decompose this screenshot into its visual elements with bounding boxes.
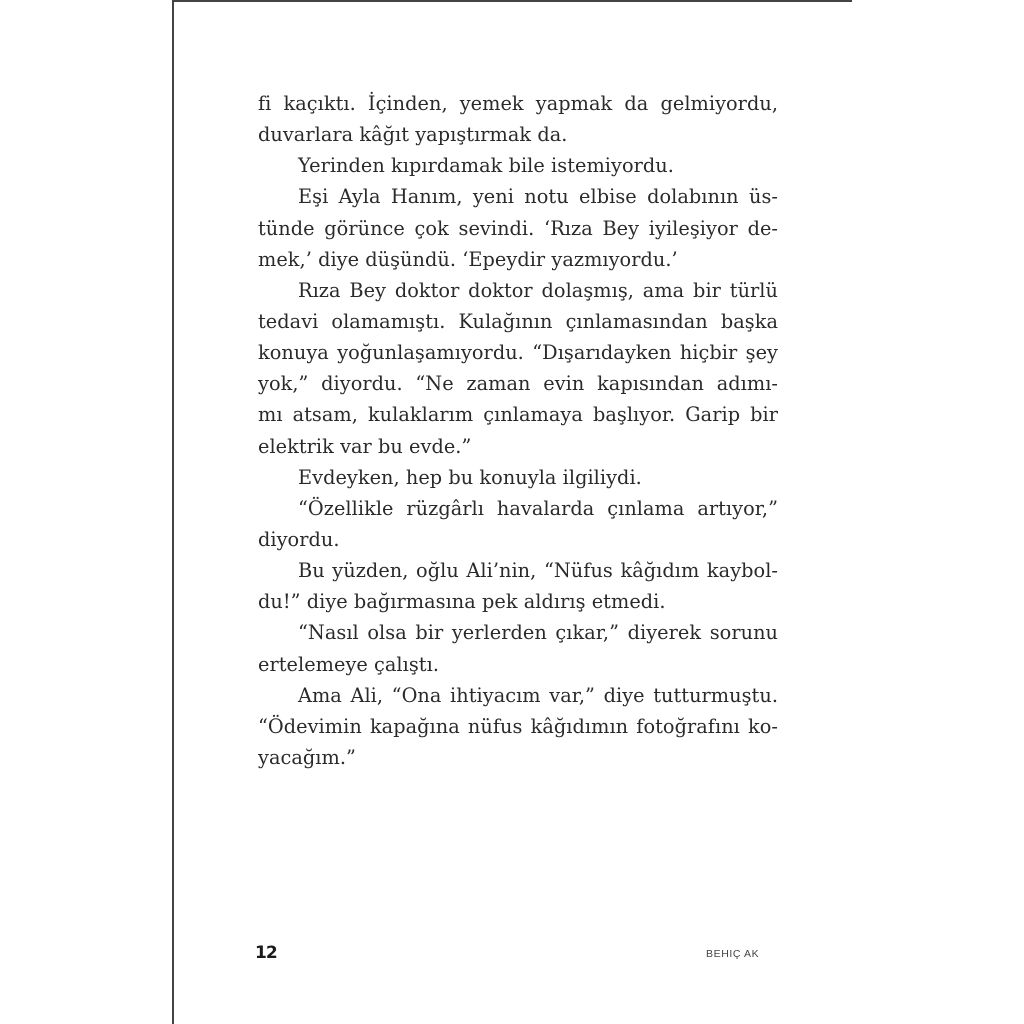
text-line: du!” diye bağırmasına pek aldırış etmedi. xyxy=(258,590,666,614)
text-line: tedavi olamamıştı. Kulağının çınlamasından başka xyxy=(258,309,778,333)
text-line: Eşi Ayla Hanım, yeni notu elbise dolabının üs- xyxy=(298,185,778,209)
text-line: tünde görünce çok sevindi. ‘Rıza Bey iyileşiyor de- xyxy=(258,216,778,240)
text-line: Evdeyken, hep bu konuyla ilgiliydi. xyxy=(298,465,642,489)
text-line: mek,’ diye düşündü. ‘Epeydir yazmıyordu.’ xyxy=(258,247,678,271)
text-line: Ama Ali, “Ona ihtiyacım var,” diye tutturmuştu. xyxy=(298,683,778,707)
text-line: konuya yoğunlaşamıyordu. “Dışarıdayken hiçbir şey xyxy=(258,341,778,365)
body-text xyxy=(258,88,778,773)
page-top-edge xyxy=(172,0,852,2)
text-line: “Ödevimin kapağına nüfus kâğıdımın fotoğrafını ko- xyxy=(258,714,778,738)
text-line: Rıza Bey doktor doktor dolaşmış, ama bir türlü xyxy=(298,278,778,302)
text-line: elektrik var bu evde.” xyxy=(258,434,472,458)
page-left-edge xyxy=(172,0,174,1024)
text-line: diyordu. xyxy=(258,527,340,551)
page-number: 12 xyxy=(255,943,277,963)
text-line: Bu yüzden, oğlu Ali’nin, “Nüfus kâğıdım kaybol- xyxy=(298,559,778,583)
running-footer-author: BEHIÇ AK xyxy=(706,948,760,960)
text-line: fi kaçıktı. İçinden, yemek yapmak da gelmiyordu, xyxy=(258,92,778,115)
text-line: “Özellikle rüzgârlı havalarda çınlama artıyor,” xyxy=(298,496,778,520)
text-line: Yerinden kıpırdamak bile istemiyordu. xyxy=(298,154,674,178)
text-line: mı atsam, kulaklarım çınlamaya başlıyor. Garip bir xyxy=(258,403,778,427)
text-line: yok,” diyordu. “Ne zaman evin kapısından adımı- xyxy=(258,372,778,396)
text-line: ertelemeye çalıştı. xyxy=(258,652,440,676)
text-line: “Nasıl olsa bir yerlerden çıkar,” diyerek sorunu xyxy=(298,621,778,645)
text-line: duvarlara kâğıt yapıştırmak da. xyxy=(258,123,568,147)
text-line: yacağım.” xyxy=(258,745,356,769)
